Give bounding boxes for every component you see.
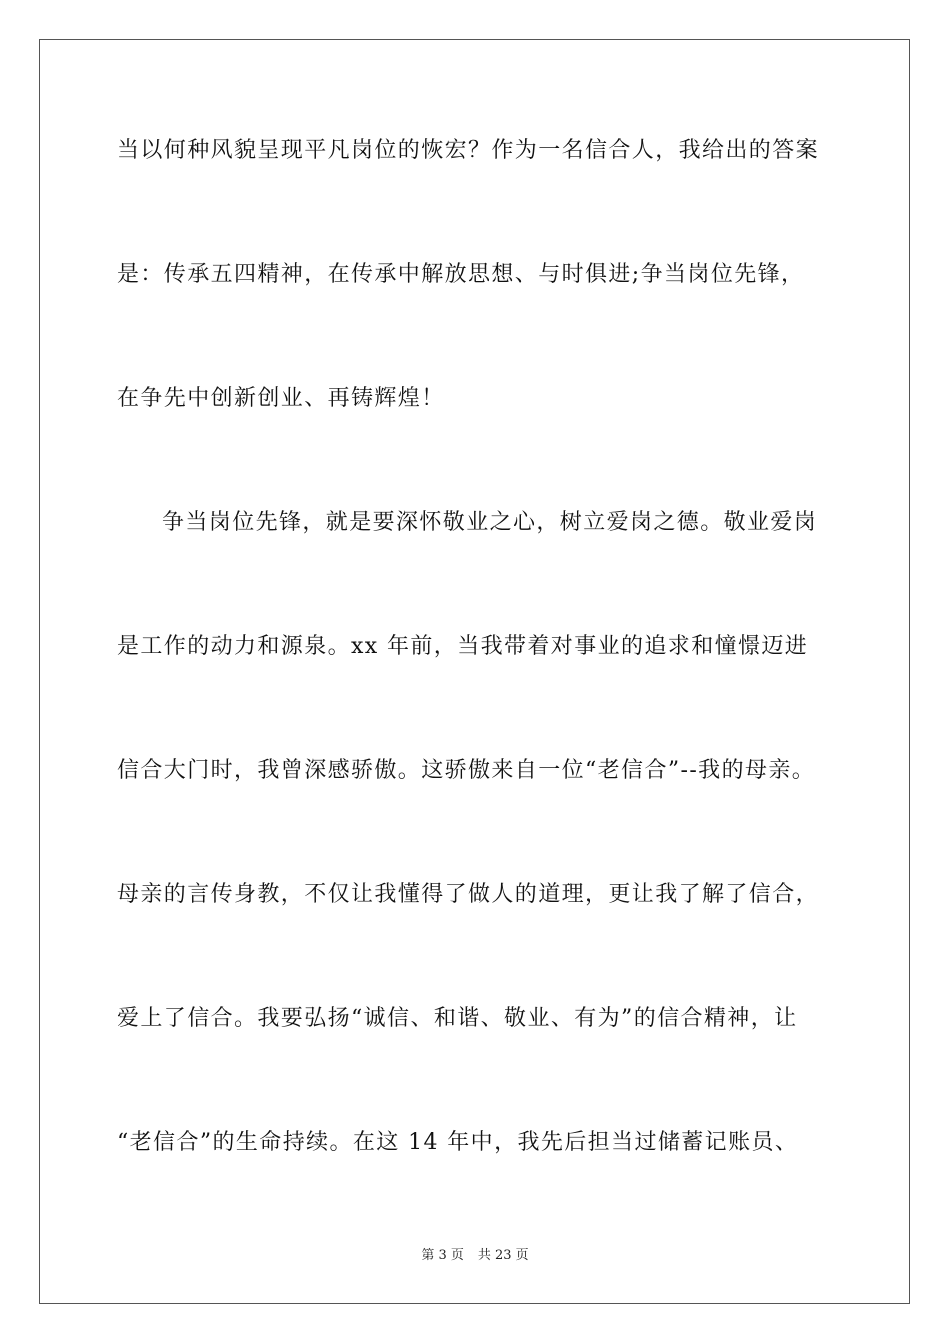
body-line-3: 在争先中创新创业、再铸辉煌！ — [117, 386, 445, 411]
page-number: 第 3 页 — [421, 1248, 464, 1263]
body-line-9: “老信合”的生命持续。在这 14 年中，我先后担当过储蓄记账员、 — [117, 1130, 799, 1155]
body-line-1: 当以何种风貌呈现平凡岗位的恢宏？作为一名信合人，我给出的答案 — [117, 138, 820, 163]
page-total: 共 23 页 — [477, 1248, 529, 1263]
page-footer — [0, 1248, 950, 1264]
body-line-5: 是工作的动力和源泉。xx 年前，当我带着对事业的追求和憧憬迈进 — [117, 634, 809, 659]
body-line-4: 争当岗位先锋，就是要深怀敬业之心，树立爱岗之德。敬业爱岗 — [162, 510, 818, 535]
body-line-2: 是：传承五四精神，在传承中解放思想、与时俱进;争当岗位先锋， — [117, 262, 805, 287]
body-line-8: 爱上了信合。我要弘扬“诚信、和谐、敬业、有为”的信合精神，让 — [117, 1006, 798, 1031]
page-border — [39, 39, 910, 1304]
body-line-6: 信合大门时，我曾深感骄傲。这骄傲来自一位“老信合”--我的母亲。 — [117, 758, 816, 783]
body-line-7: 母亲的言传身教，不仅让我懂得了做人的道理，更让我了解了信合， — [117, 882, 820, 907]
